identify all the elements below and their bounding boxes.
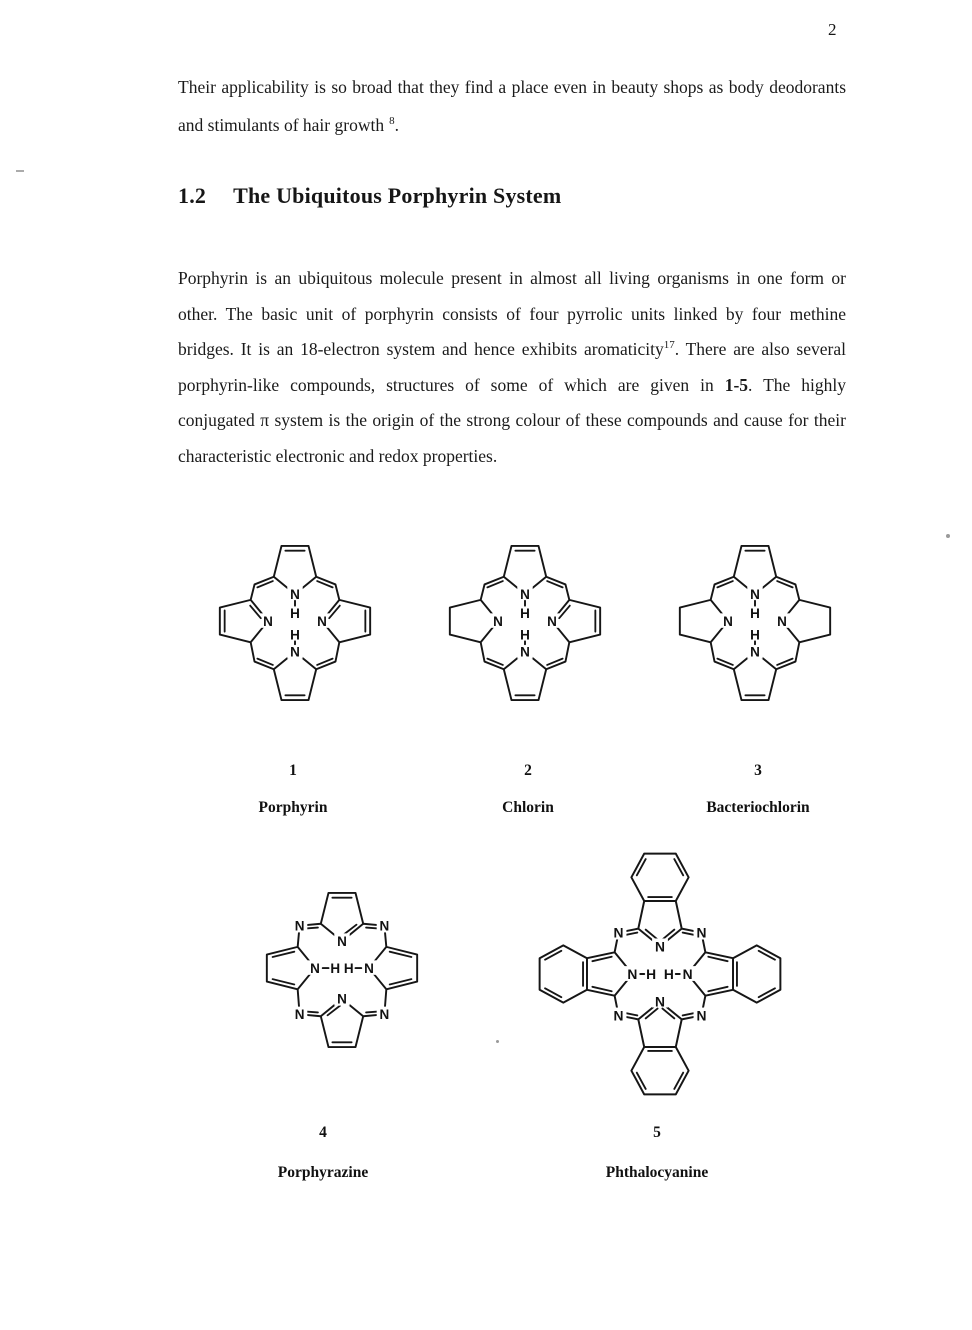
- body-text-2: . There are also several porphyrin-like compounds, structures of some of which are given in: [178, 339, 846, 395]
- intro-paragraph: [178, 68, 846, 144]
- nitrogen-atom-label: N: [379, 1007, 390, 1023]
- hydrogen-atom-label: H: [663, 965, 674, 982]
- nitrogen-atom-label: N: [337, 933, 347, 949]
- compound-name-porphyrin: Porphyrin: [258, 799, 328, 816]
- nitrogen-atom-label: N: [337, 991, 347, 1007]
- nitrogen-atom-label: N: [364, 960, 374, 976]
- section-heading: [178, 183, 561, 209]
- body-text-3: . The highly conjugated: [178, 374, 846, 431]
- scan-speck: [946, 534, 950, 538]
- pi-symbol: π: [260, 410, 270, 431]
- body-paragraph: [178, 261, 846, 475]
- nitrogen-atom-label: N: [310, 960, 320, 976]
- compound-name-phthalocyanine: Phthalocyanine: [605, 1164, 709, 1181]
- page-number: 2: [828, 20, 837, 39]
- compound-number-2: 2: [524, 762, 532, 779]
- body-text-4: system is the origin of the strong colour of these compounds and cause for their characteristic electronic and redox properties.: [178, 410, 846, 466]
- nitrogen-atom-label: N: [613, 924, 624, 941]
- nitrogen-atom-label: N: [379, 918, 390, 934]
- phthalocyanine-structure-figure: [512, 826, 808, 1122]
- footnote-ref-8: 8: [389, 115, 395, 128]
- scan-speck: [496, 1040, 499, 1043]
- nitrogen-atom-label: N: [655, 938, 665, 955]
- scan-speck: [16, 170, 24, 172]
- footnote-ref-17: 17: [663, 339, 675, 352]
- compound-number-1: 1: [289, 762, 297, 779]
- intro-period: .: [394, 115, 399, 135]
- nitrogen-atom-label: N: [294, 1007, 305, 1023]
- compound-number-4: 4: [319, 1124, 327, 1141]
- section-title: The Ubiquitous Porphyrin System: [233, 183, 562, 208]
- nitrogen-atom-label: N: [696, 1007, 707, 1024]
- hydrogen-atom-label: H: [343, 960, 354, 976]
- compound-number-3: 3: [754, 762, 762, 779]
- compound-name-chlorin: Chlorin: [502, 799, 554, 816]
- compound-name-porphyrazine: Porphyrazine: [277, 1164, 369, 1181]
- nitrogen-atom-label: N: [655, 993, 665, 1010]
- compound-name-bacteriochlorin: Bacteriochlorin: [706, 799, 810, 816]
- hydrogen-atom-label: H: [330, 960, 341, 976]
- compound-range-bold: 1-5: [724, 374, 749, 395]
- bacteriochlorin-structure-figure: [649, 517, 861, 729]
- intro-text: Their applicability is so broad that they find a place even in beauty shops as body deodorants and stimulants of hair growth: [178, 77, 846, 135]
- nitrogen-atom-label: N: [294, 918, 305, 934]
- porphyrazine-structure-figure: [236, 864, 448, 1076]
- compound-number-5: 5: [653, 1124, 661, 1141]
- chlorin-structure-figure: [419, 517, 631, 729]
- nitrogen-atom-label: N: [627, 965, 638, 982]
- body-text-1: Porphyrin is an ubiquitous molecule present in almost all living organisms in one form or other. The basic unit of porphyrin consists of four pyrrolic units linked by four methine bridges. It is an 18-electron system and hence exhibits aromaticity: [178, 268, 846, 360]
- nitrogen-atom-label: N: [682, 965, 693, 982]
- hydrogen-atom-label: H: [646, 965, 657, 982]
- nitrogen-atom-label: N: [613, 1007, 624, 1024]
- porphyrin-structure-figure: [189, 517, 401, 729]
- section-number: 1.2: [178, 183, 207, 208]
- nitrogen-atom-label: N: [696, 924, 707, 941]
